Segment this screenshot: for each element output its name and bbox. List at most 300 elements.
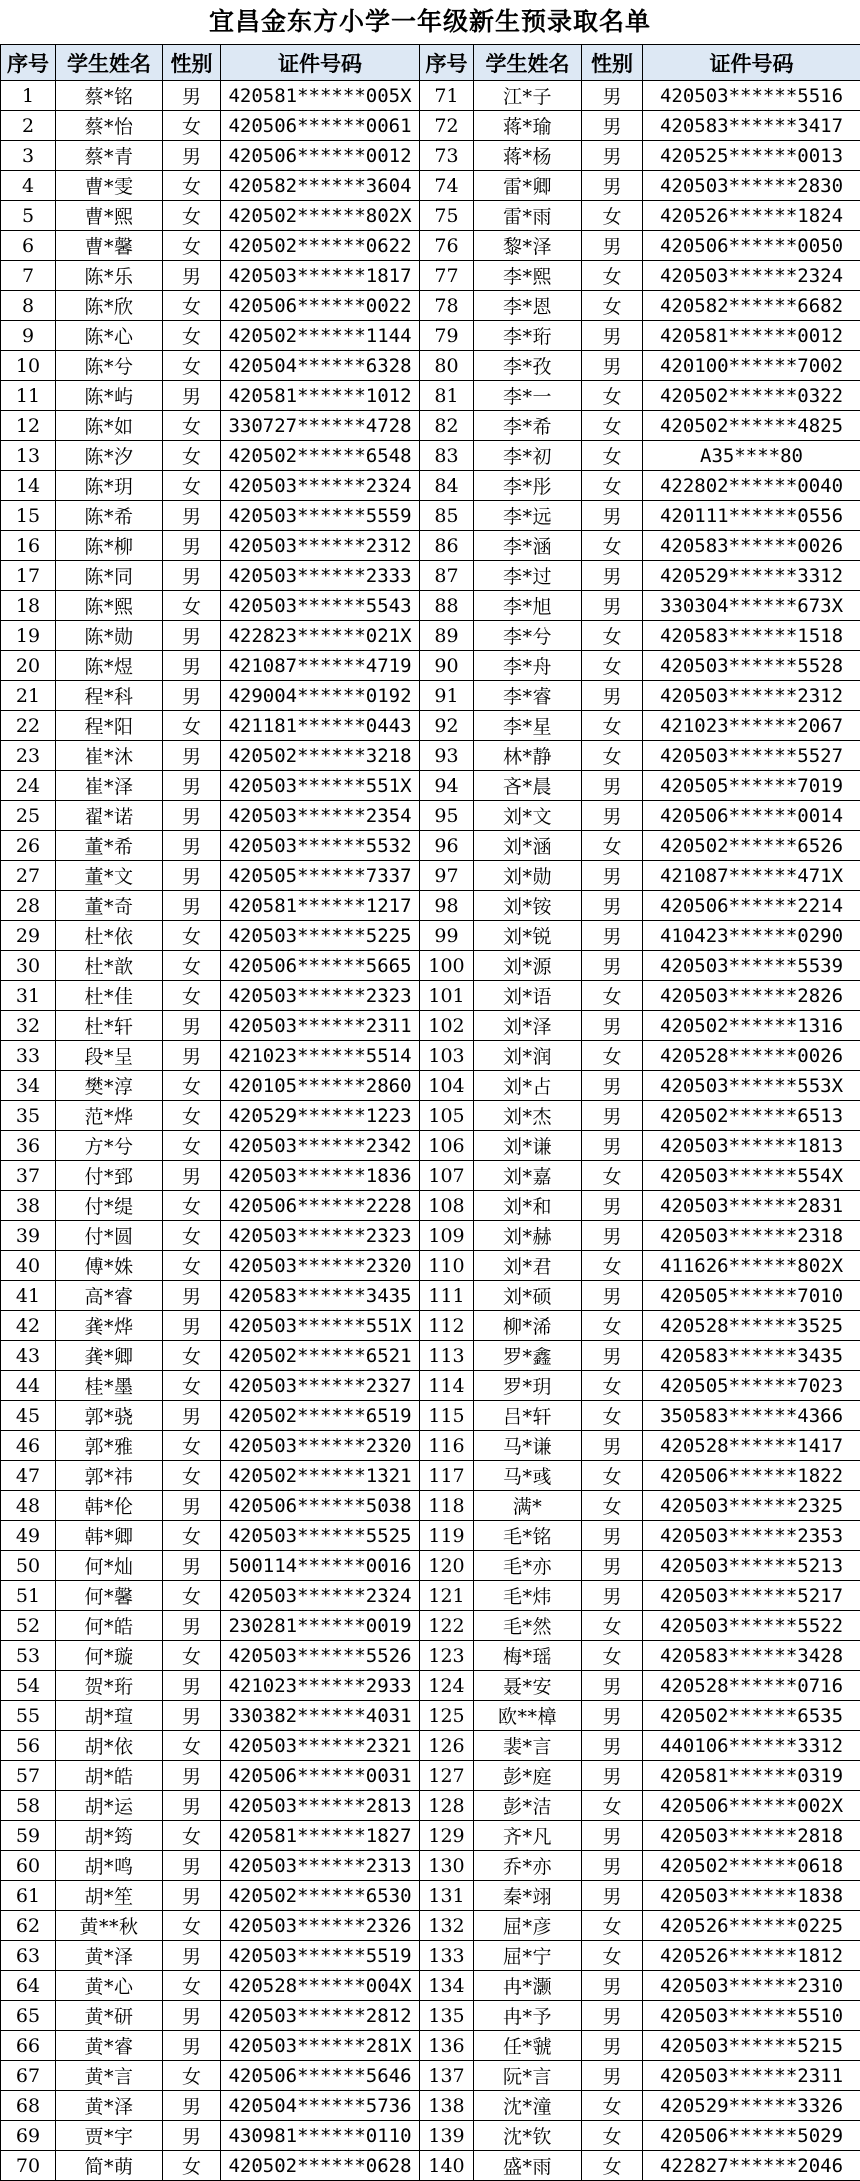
student-name: 郭*祎	[56, 1461, 163, 1491]
row-number: 94	[420, 771, 474, 801]
admission-table	[0, 44, 860, 2181]
row-number: 92	[420, 711, 474, 741]
student-id-number: 420502******0618	[643, 1851, 860, 1881]
student-name: 陈*如	[56, 411, 163, 441]
student-name: 毛*亦	[474, 1551, 582, 1581]
student-name: 陈*汐	[56, 441, 163, 471]
student-gender: 男	[163, 681, 221, 711]
student-name: 马*彧	[474, 1461, 582, 1491]
student-name: 胡*运	[56, 1791, 163, 1821]
student-name: 崔*沐	[56, 741, 163, 771]
student-name: 蒋*杨	[474, 141, 582, 171]
row-number: 51	[1, 1581, 56, 1611]
student-name: 雷*雨	[474, 201, 582, 231]
student-name: 林*静	[474, 741, 582, 771]
student-id-number: 420503******5213	[643, 1551, 860, 1581]
student-id-number: 420503******2325	[643, 1491, 860, 1521]
row-number: 124	[420, 1671, 474, 1701]
student-name: 黄*泽	[56, 2091, 163, 2121]
student-gender: 男	[582, 2061, 643, 2091]
student-id-number: 420503******2310	[643, 1971, 860, 2001]
table-row	[1, 741, 860, 771]
row-number: 63	[1, 1941, 56, 1971]
student-gender: 女	[582, 1791, 643, 1821]
student-id-number: 420503******2313	[221, 1851, 420, 1881]
student-gender: 女	[163, 171, 221, 201]
row-number: 36	[1, 1131, 56, 1161]
student-id-number: 422827******2046	[643, 2151, 860, 2181]
student-id-number: 420503******1817	[221, 261, 420, 291]
student-gender: 女	[163, 1371, 221, 1401]
row-number: 64	[1, 1971, 56, 2001]
row-number: 108	[420, 1191, 474, 1221]
row-number: 5	[1, 201, 56, 231]
row-number: 18	[1, 591, 56, 621]
row-number: 106	[420, 1131, 474, 1161]
student-name: 李*旭	[474, 591, 582, 621]
table-row	[1, 1071, 860, 1101]
student-id-number: 420502******6548	[221, 441, 420, 471]
header-row	[1, 45, 860, 81]
student-gender: 男	[163, 81, 221, 111]
student-id-number: 420503******551X	[221, 771, 420, 801]
student-gender: 男	[163, 1671, 221, 1701]
row-number: 130	[420, 1851, 474, 1881]
student-id-number: 420503******5510	[643, 2001, 860, 2031]
student-id-number: 410423******0290	[643, 921, 860, 951]
student-gender: 女	[163, 591, 221, 621]
student-id-number: 420503******1813	[643, 1131, 860, 1161]
student-id-number: 420503******2312	[643, 681, 860, 711]
table-body	[1, 81, 860, 2181]
student-id-number: 420503******2312	[221, 531, 420, 561]
row-number: 16	[1, 531, 56, 561]
student-gender: 男	[582, 1851, 643, 1881]
student-gender: 男	[163, 891, 221, 921]
student-name: 刘*语	[474, 981, 582, 1011]
student-id-number: 420503******2826	[643, 981, 860, 1011]
student-gender: 男	[582, 111, 643, 141]
row-number: 47	[1, 1461, 56, 1491]
student-id-number: 430981******0110	[221, 2121, 420, 2151]
student-name: 李*珩	[474, 321, 582, 351]
student-name: 阮*言	[474, 2061, 582, 2091]
table-row	[1, 771, 860, 801]
student-id-number: 420528******1417	[643, 1431, 860, 1461]
student-name: 江*子	[474, 81, 582, 111]
row-number: 68	[1, 2091, 56, 2121]
student-name: 杜*依	[56, 921, 163, 951]
row-number: 23	[1, 741, 56, 771]
student-gender: 男	[163, 1281, 221, 1311]
student-gender: 男	[163, 651, 221, 681]
student-id-number: 420503******2324	[643, 261, 860, 291]
student-name: 彭*洁	[474, 1791, 582, 1821]
row-number: 97	[420, 861, 474, 891]
student-name: 陈*欣	[56, 291, 163, 321]
student-id-number: 420503******2323	[221, 1221, 420, 1251]
row-number: 132	[420, 1911, 474, 1941]
row-number: 128	[420, 1791, 474, 1821]
student-gender: 男	[582, 141, 643, 171]
student-gender: 女	[163, 351, 221, 381]
student-id-number: 421023******2933	[221, 1671, 420, 1701]
student-id-number: 420503******281X	[221, 2031, 420, 2061]
student-id-number: 420503******553X	[643, 1071, 860, 1101]
student-gender: 男	[582, 321, 643, 351]
student-id-number: 420100******7002	[643, 351, 860, 381]
student-gender: 女	[163, 2061, 221, 2091]
student-name: 李*涵	[474, 531, 582, 561]
student-name: 程*科	[56, 681, 163, 711]
student-name: 柳*浠	[474, 1311, 582, 1341]
row-number: 20	[1, 651, 56, 681]
student-id-number: 420506******0050	[643, 231, 860, 261]
student-gender: 男	[582, 2001, 643, 2031]
student-name: 贾*宇	[56, 2121, 163, 2151]
student-gender: 男	[163, 2001, 221, 2031]
student-id-number: 421087******4719	[221, 651, 420, 681]
student-gender: 男	[582, 351, 643, 381]
row-number: 91	[420, 681, 474, 711]
student-id-number: 420506******2228	[221, 1191, 420, 1221]
table-row	[1, 1281, 860, 1311]
student-name: 陈*希	[56, 501, 163, 531]
student-id-number: 420503******5519	[221, 1941, 420, 1971]
table-row	[1, 1431, 860, 1461]
student-gender: 男	[163, 381, 221, 411]
table-row	[1, 1191, 860, 1221]
table-row	[1, 981, 860, 1011]
table-row	[1, 561, 860, 591]
student-id-number: 420502******0322	[643, 381, 860, 411]
table-row	[1, 681, 860, 711]
student-name: 满*	[474, 1491, 582, 1521]
student-id-number: 420505******7010	[643, 1281, 860, 1311]
row-number: 40	[1, 1251, 56, 1281]
student-id-number: 420502******1144	[221, 321, 420, 351]
table-row	[1, 1881, 860, 1911]
row-number: 22	[1, 711, 56, 741]
table-row	[1, 1521, 860, 1551]
student-name: 胡*依	[56, 1731, 163, 1761]
row-number: 33	[1, 1041, 56, 1071]
table-row	[1, 1251, 860, 1281]
student-id-number: 420583******1518	[643, 621, 860, 651]
student-name: 李*远	[474, 501, 582, 531]
student-name: 刘*嘉	[474, 1161, 582, 1191]
student-name: 黄*研	[56, 2001, 163, 2031]
row-number: 7	[1, 261, 56, 291]
student-gender: 男	[163, 861, 221, 891]
student-name: 樊*淳	[56, 1071, 163, 1101]
header-name: 学生姓名	[56, 45, 163, 81]
student-id-number: 411626******802X	[643, 1251, 860, 1281]
student-name: 杜*歆	[56, 951, 163, 981]
student-id-number: 420528******3525	[643, 1311, 860, 1341]
table-row	[1, 381, 860, 411]
student-name: 龚*烨	[56, 1311, 163, 1341]
student-name: 曹*雯	[56, 171, 163, 201]
student-gender: 男	[163, 2091, 221, 2121]
student-id-number: 420503******2327	[221, 1371, 420, 1401]
student-gender: 女	[163, 1461, 221, 1491]
table-row	[1, 891, 860, 921]
student-name: 屈*宁	[474, 1941, 582, 1971]
student-gender: 女	[582, 1401, 643, 1431]
student-gender: 女	[582, 1041, 643, 1071]
student-id-number: 420502******6521	[221, 1341, 420, 1371]
student-gender: 女	[582, 831, 643, 861]
student-id-number: 420505******7019	[643, 771, 860, 801]
row-number: 44	[1, 1371, 56, 1401]
student-id-number: 420503******554X	[643, 1161, 860, 1191]
row-number: 19	[1, 621, 56, 651]
student-name: 付*缇	[56, 1191, 163, 1221]
student-gender: 男	[582, 591, 643, 621]
row-number: 78	[420, 291, 474, 321]
student-name: 李*睿	[474, 681, 582, 711]
page-title: 宜昌金东方小学一年级新生预录取名单	[0, 0, 860, 44]
student-id-number: 420503******2311	[221, 1011, 420, 1041]
student-name: 曹*馨	[56, 231, 163, 261]
table-row	[1, 1461, 860, 1491]
row-number: 79	[420, 321, 474, 351]
student-id-number: 420502******3218	[221, 741, 420, 771]
student-id-number: 420503******2324	[221, 471, 420, 501]
row-number: 65	[1, 2001, 56, 2031]
row-number: 2	[1, 111, 56, 141]
table-row	[1, 1131, 860, 1161]
row-number: 34	[1, 1071, 56, 1101]
student-name: 马*谦	[474, 1431, 582, 1461]
student-name: 雷*卿	[474, 171, 582, 201]
row-number: 57	[1, 1761, 56, 1791]
student-name: 屈*彦	[474, 1911, 582, 1941]
student-id-number: 420583******3435	[643, 1341, 860, 1371]
student-name: 李*一	[474, 381, 582, 411]
table-row	[1, 111, 860, 141]
table-row	[1, 2031, 860, 2061]
table-row	[1, 141, 860, 171]
row-number: 112	[420, 1311, 474, 1341]
row-number: 54	[1, 1671, 56, 1701]
student-id-number: 330727******4728	[221, 411, 420, 441]
student-name: 盛*雨	[474, 2151, 582, 2181]
student-gender: 女	[163, 201, 221, 231]
table-row	[1, 1401, 860, 1431]
student-id-number: 420506******0031	[221, 1761, 420, 1791]
student-name: 李*星	[474, 711, 582, 741]
row-number: 90	[420, 651, 474, 681]
student-id-number: 420506******5665	[221, 951, 420, 981]
row-number: 55	[1, 1701, 56, 1731]
student-name: 黄*言	[56, 2061, 163, 2091]
student-name: 范*烨	[56, 1101, 163, 1131]
student-gender: 女	[582, 261, 643, 291]
row-number: 116	[420, 1431, 474, 1461]
row-number: 1	[1, 81, 56, 111]
row-number: 28	[1, 891, 56, 921]
row-number: 26	[1, 831, 56, 861]
student-id-number: 330382******4031	[221, 1701, 420, 1731]
row-number: 60	[1, 1851, 56, 1881]
row-number: 109	[420, 1221, 474, 1251]
row-number: 10	[1, 351, 56, 381]
student-gender: 男	[582, 1341, 643, 1371]
table-row	[1, 1821, 860, 1851]
student-name: 欧**樟	[474, 1701, 582, 1731]
student-gender: 女	[582, 651, 643, 681]
row-number: 52	[1, 1611, 56, 1641]
student-gender: 女	[163, 1101, 221, 1131]
student-name: 何*灿	[56, 1551, 163, 1581]
student-name: 刘*涵	[474, 831, 582, 861]
student-name: 董*文	[56, 861, 163, 891]
table-row	[1, 351, 860, 381]
student-name: 付*郅	[56, 1161, 163, 1191]
student-id-number: 420581******1827	[221, 1821, 420, 1851]
student-id-number: 420506******2214	[643, 891, 860, 921]
row-number: 11	[1, 381, 56, 411]
student-id-number: 420503******5543	[221, 591, 420, 621]
student-gender: 女	[582, 1461, 643, 1491]
student-gender: 男	[163, 1551, 221, 1581]
row-number: 139	[420, 2121, 474, 2151]
student-gender: 男	[582, 1881, 643, 1911]
row-number: 87	[420, 561, 474, 591]
student-gender: 男	[582, 1971, 643, 2001]
student-gender: 女	[582, 621, 643, 651]
student-id-number: 420503******2320	[221, 1431, 420, 1461]
student-gender: 女	[582, 441, 643, 471]
table-row	[1, 1701, 860, 1731]
row-number: 9	[1, 321, 56, 351]
row-number: 67	[1, 2061, 56, 2091]
student-gender: 女	[163, 711, 221, 741]
row-number: 38	[1, 1191, 56, 1221]
student-name: 胡*筠	[56, 1821, 163, 1851]
student-id-number: 420506******5646	[221, 2061, 420, 2091]
student-gender: 女	[163, 411, 221, 441]
student-gender: 女	[582, 291, 643, 321]
student-id-number: 420503******5532	[221, 831, 420, 861]
student-id-number: 420503******5559	[221, 501, 420, 531]
student-gender: 男	[582, 1731, 643, 1761]
student-name: 陈*玥	[56, 471, 163, 501]
student-gender: 男	[163, 1011, 221, 1041]
header-id: 证件号码	[221, 45, 420, 81]
row-number: 6	[1, 231, 56, 261]
student-name: 何*皓	[56, 1611, 163, 1641]
table-row	[1, 2001, 860, 2031]
row-number: 77	[420, 261, 474, 291]
row-number: 117	[420, 1461, 474, 1491]
row-number: 70	[1, 2151, 56, 2181]
student-name: 刘*君	[474, 1251, 582, 1281]
row-number: 42	[1, 1311, 56, 1341]
row-number: 131	[420, 1881, 474, 1911]
student-id-number: 420503******5215	[643, 2031, 860, 2061]
student-gender: 男	[582, 1761, 643, 1791]
student-name: 贺*珩	[56, 1671, 163, 1701]
student-id-number: 420503******2831	[643, 1191, 860, 1221]
table-row	[1, 921, 860, 951]
student-id-number: 420503******2830	[643, 171, 860, 201]
row-number: 32	[1, 1011, 56, 1041]
header-name: 学生姓名	[474, 45, 582, 81]
row-number: 86	[420, 531, 474, 561]
row-number: 71	[420, 81, 474, 111]
student-id-number: 420529******3312	[643, 561, 860, 591]
student-id-number: 422802******0040	[643, 471, 860, 501]
student-id-number: 420503******5525	[221, 1521, 420, 1551]
student-gender: 女	[582, 2121, 643, 2151]
row-number: 98	[420, 891, 474, 921]
student-name: 冉*灏	[474, 1971, 582, 2001]
row-number: 56	[1, 1731, 56, 1761]
student-id-number: 420503******2326	[221, 1911, 420, 1941]
student-name: 蔡*怡	[56, 111, 163, 141]
student-gender: 男	[163, 1401, 221, 1431]
student-id-number: 420582******3604	[221, 171, 420, 201]
student-gender: 男	[163, 1881, 221, 1911]
table-row	[1, 201, 860, 231]
student-name: 刘*锐	[474, 921, 582, 951]
student-name: 刘*占	[474, 1071, 582, 1101]
row-number: 136	[420, 2031, 474, 2061]
student-name: 方*兮	[56, 1131, 163, 1161]
table-row	[1, 711, 860, 741]
student-gender: 女	[163, 1581, 221, 1611]
row-number: 4	[1, 171, 56, 201]
student-id-number: 420503******5539	[643, 951, 860, 981]
student-gender: 男	[163, 1791, 221, 1821]
student-name: 胡*皓	[56, 1761, 163, 1791]
row-number: 41	[1, 1281, 56, 1311]
student-id-number: 420526******1824	[643, 201, 860, 231]
student-name: 刘*泽	[474, 1011, 582, 1041]
student-name: 陈*煜	[56, 651, 163, 681]
row-number: 25	[1, 801, 56, 831]
student-name: 董*希	[56, 831, 163, 861]
row-number: 43	[1, 1341, 56, 1371]
row-number: 102	[420, 1011, 474, 1041]
row-number: 80	[420, 351, 474, 381]
row-number: 58	[1, 1791, 56, 1821]
student-gender: 男	[582, 1671, 643, 1701]
row-number: 105	[420, 1101, 474, 1131]
row-number: 29	[1, 921, 56, 951]
table-row	[1, 1791, 860, 1821]
row-number: 8	[1, 291, 56, 321]
student-gender: 男	[582, 801, 643, 831]
student-id-number: 420503******5522	[643, 1611, 860, 1641]
student-id-number: 420582******6682	[643, 291, 860, 321]
student-id-number: 420581******005X	[221, 81, 420, 111]
student-name: 郭*雅	[56, 1431, 163, 1461]
table-row	[1, 1641, 860, 1671]
table-row	[1, 1971, 860, 2001]
student-name: 陈*乐	[56, 261, 163, 291]
row-number: 39	[1, 1221, 56, 1251]
table-row	[1, 1671, 860, 1701]
row-number: 46	[1, 1431, 56, 1461]
student-name: 沈*钦	[474, 2121, 582, 2151]
student-name: 翟*诺	[56, 801, 163, 831]
student-id-number: 420528******004X	[221, 1971, 420, 2001]
student-name: 黄**秋	[56, 1911, 163, 1941]
